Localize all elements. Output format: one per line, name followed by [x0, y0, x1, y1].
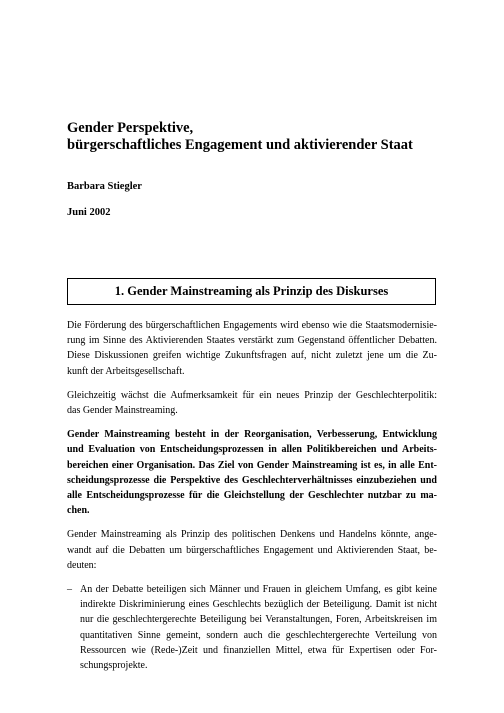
section-heading: 1. Gender Mainstreaming als Prinzip des Diskurses [114, 284, 389, 298]
text-line: das Gender Mainstreaming. [67, 405, 178, 417]
paragraph-1 [67, 318, 437, 379]
text-line: chen. [67, 505, 90, 517]
text-line: An der Debatte beteiligen sich Männer und Frauen in gleichem Umfang, es gibt keine [80, 584, 437, 596]
text-line: alle Entscheidungsprozesse für die Gleichstellung der Geschlechter nutzbar zu ma- [67, 490, 437, 502]
paragraph-2 [67, 388, 437, 418]
paragraph-definition [67, 427, 437, 518]
text-line: rung im Sinne des Aktivierenden Staates verstärkt zum Gegenstand öffentlicher Debatten. [67, 335, 437, 347]
paragraph-4 [67, 527, 437, 573]
text-line: bereichen einer Organisation. Das Ziel von Gender Mainstreaming ist es, in alle Ent- [67, 459, 437, 471]
title-line: bürgerschaftliches Engagement und aktivierender Staat [67, 137, 413, 153]
text-line: kunft der Arbeitsgesellschaft. [67, 365, 185, 377]
body-text [67, 318, 437, 673]
text-line: Gender Mainstreaming besteht in der Reorganisation, Verbesserung, Entwicklung [67, 429, 437, 441]
text-line: wandt auf die Debatten um bürgerschaftliches Engagement und Aktivierenden Staat, be- [67, 544, 437, 556]
text-line: und Evaluation von Entscheidungsprozessen in allen Politikbereichen und Arbeits- [67, 444, 437, 456]
bullet-item [67, 582, 437, 673]
author-name: Barbara Stiegler [67, 181, 142, 192]
bullet-dash-marker: – [67, 584, 72, 596]
text-line: Diese Diskussionen greifen wichtige Zukunftsfragen auf, nicht zuletzt jene um die Zu- [67, 350, 437, 362]
text-line: indirekte Diskriminierung eines Geschlechts bezüglich der Beteiligung. Damit ist nicht [80, 599, 437, 611]
text-line: quantitativen Sinne gemeint, sondern auch die geschlechtergerechte Verteilung von [80, 629, 437, 641]
publication-date: Juni 2002 [67, 207, 111, 218]
text-line: Gleichzeitig wächst die Aufmerksamkeit für ein neues Prinzip der Geschlechterpolitik: [67, 389, 437, 401]
section-heading-box [67, 278, 436, 305]
text-line: Ressourcen wie (Rede-)Zeit und finanziellen Mittel, etwa für Expertisen oder For- [80, 644, 437, 656]
text-line: Die Förderung des bürgerschaftlichen Engagements wird ebenso wie die Staatsmodernisie- [67, 320, 437, 331]
title-line: Gender Perspektive, [67, 120, 194, 136]
text-line: nur die geschlechtergerechte Beteiligung bei Veranstaltungen, Foren, Arbeitskreisen im [80, 614, 437, 626]
text-line: schungsprojekte. [80, 660, 148, 672]
document-title [67, 120, 447, 154]
text-line: scheidungsprozesse die Perspektive des Geschlechterverhältnisses einzubeziehen und [67, 474, 437, 486]
text-line: Gender Mainstreaming als Prinzip des politischen Denkens und Handelns könnte, ange- [67, 529, 437, 541]
text-line: deuten: [67, 559, 97, 571]
